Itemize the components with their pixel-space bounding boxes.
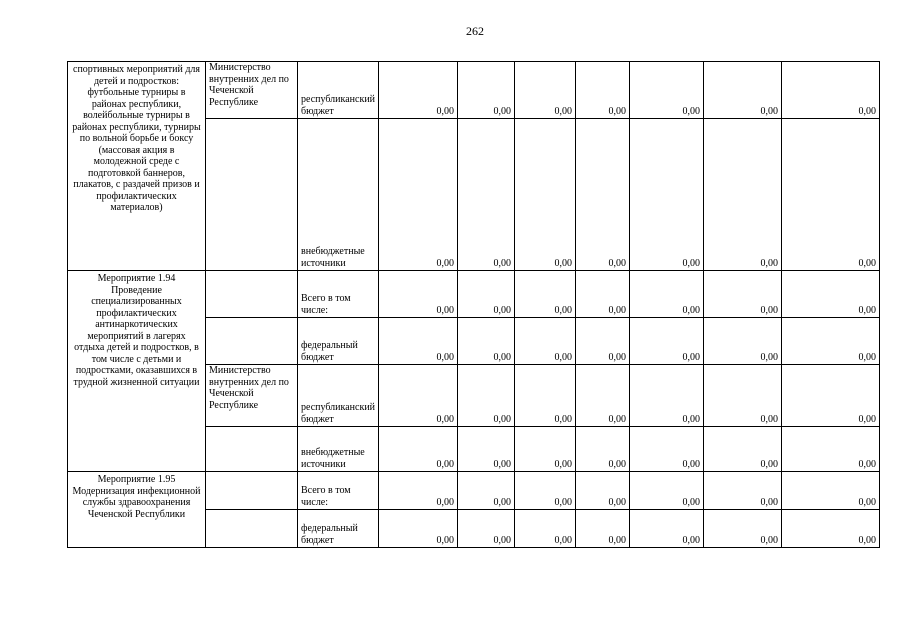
funding-source: Всего в том числе: xyxy=(298,271,379,318)
amount-cell: 0,00 xyxy=(458,365,515,427)
responsible-organization: Министерство внутренних дел по Чеченской Республике xyxy=(206,62,298,119)
amount-cell: 0,00 xyxy=(782,318,880,365)
amount-cell: 0,00 xyxy=(704,472,782,510)
amount-cell: 0,00 xyxy=(704,318,782,365)
amount-cell: 0,00 xyxy=(515,318,576,365)
amount-cell: 0,00 xyxy=(379,271,458,318)
amount-cell: 0,00 xyxy=(576,510,630,548)
amount-cell: 0,00 xyxy=(458,62,515,119)
page-number: 262 xyxy=(466,24,484,38)
amount-cell: 0,00 xyxy=(576,365,630,427)
amount-cell: 0,00 xyxy=(458,510,515,548)
amount-cell: 0,00 xyxy=(704,510,782,548)
amount-cell: 0,00 xyxy=(782,472,880,510)
funding-source: республиканский бюджет xyxy=(298,365,379,427)
responsible-organization: Министерство внутренних дел по Чеченской Республике xyxy=(206,365,298,427)
amount-cell: 0,00 xyxy=(458,472,515,510)
amount-cell: 0,00 xyxy=(458,427,515,472)
amount-cell: 0,00 xyxy=(782,119,880,271)
responsible-organization xyxy=(206,318,298,365)
amount-cell: 0,00 xyxy=(379,119,458,271)
amount-cell: 0,00 xyxy=(379,365,458,427)
amount-cell: 0,00 xyxy=(704,119,782,271)
amount-cell: 0,00 xyxy=(515,472,576,510)
funding-source: внебюджетные источники xyxy=(298,427,379,472)
budget-table xyxy=(67,61,880,548)
table-row xyxy=(68,271,880,318)
funding-source: республиканский бюджет xyxy=(298,62,379,119)
funding-source: Всего в том числе: xyxy=(298,472,379,510)
amount-cell: 0,00 xyxy=(379,472,458,510)
amount-cell: 0,00 xyxy=(576,271,630,318)
funding-source: федеральный бюджет xyxy=(298,318,379,365)
amount-cell: 0,00 xyxy=(704,62,782,119)
amount-cell: 0,00 xyxy=(379,427,458,472)
amount-cell: 0,00 xyxy=(630,318,704,365)
amount-cell: 0,00 xyxy=(458,271,515,318)
amount-cell: 0,00 xyxy=(576,427,630,472)
amount-cell: 0,00 xyxy=(576,318,630,365)
amount-cell: 0,00 xyxy=(576,119,630,271)
amount-cell: 0,00 xyxy=(630,62,704,119)
activity-description: Мероприятие 1.95 Модернизация инфекционной службы здравоохранения Чеченской Республики xyxy=(68,472,206,548)
amount-cell: 0,00 xyxy=(379,510,458,548)
amount-cell: 0,00 xyxy=(515,427,576,472)
amount-cell: 0,00 xyxy=(515,271,576,318)
amount-cell: 0,00 xyxy=(630,365,704,427)
amount-cell: 0,00 xyxy=(515,365,576,427)
amount-cell: 0,00 xyxy=(630,510,704,548)
table-row xyxy=(68,472,880,510)
amount-cell: 0,00 xyxy=(515,62,576,119)
amount-cell: 0,00 xyxy=(630,472,704,510)
responsible-organization xyxy=(206,427,298,472)
amount-cell: 0,00 xyxy=(576,62,630,119)
table-row xyxy=(68,62,880,119)
activity-description: спортивных мероприятий для детей и подростков: футбольные турниры в районах республики, волейбольные турниры в районах республики, турниры по вольной борьбе и боксу (массовая акция в молодежной среде с подготовкой баннеров, плакатов, с раздачей призов и профилактических материалов) xyxy=(68,62,206,271)
amount-cell: 0,00 xyxy=(458,119,515,271)
amount-cell: 0,00 xyxy=(782,427,880,472)
responsible-organization xyxy=(206,119,298,271)
amount-cell: 0,00 xyxy=(704,365,782,427)
responsible-organization xyxy=(206,271,298,318)
amount-cell: 0,00 xyxy=(576,472,630,510)
amount-cell: 0,00 xyxy=(782,62,880,119)
amount-cell: 0,00 xyxy=(704,427,782,472)
amount-cell: 0,00 xyxy=(515,510,576,548)
responsible-organization xyxy=(206,472,298,510)
amount-cell: 0,00 xyxy=(704,271,782,318)
amount-cell: 0,00 xyxy=(782,365,880,427)
funding-source: федеральный бюджет xyxy=(298,510,379,548)
amount-cell: 0,00 xyxy=(782,510,880,548)
amount-cell: 0,00 xyxy=(515,119,576,271)
amount-cell: 0,00 xyxy=(630,119,704,271)
responsible-organization xyxy=(206,510,298,548)
amount-cell: 0,00 xyxy=(379,62,458,119)
activity-description: Мероприятие 1.94 Проведение специализированных профилактических антинаркотических мероприятий в лагерях отдыха детей и подростков, в том числе с детьми и подростками, оказавшихся в трудной жизненной ситуации xyxy=(68,271,206,472)
amount-cell: 0,00 xyxy=(782,271,880,318)
amount-cell: 0,00 xyxy=(458,318,515,365)
funding-source: внебюджетные источники xyxy=(298,119,379,271)
amount-cell: 0,00 xyxy=(630,271,704,318)
amount-cell: 0,00 xyxy=(630,427,704,472)
amount-cell: 0,00 xyxy=(379,318,458,365)
